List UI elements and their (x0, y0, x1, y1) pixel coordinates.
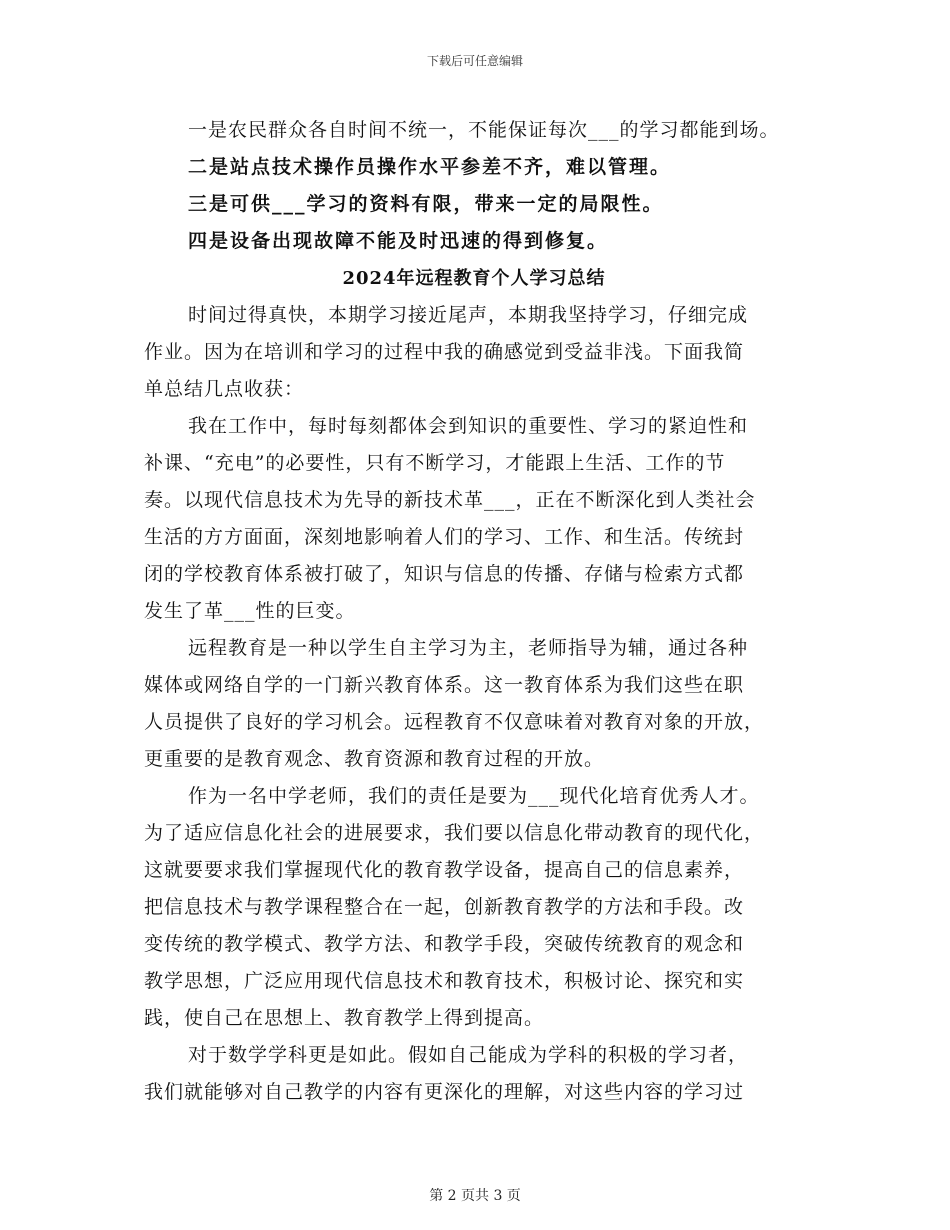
intro-line-1: 一是农民群众各自时间不统一，不能保证每次___的学习都能到场。 (188, 119, 780, 141)
paragraph-line: 对于数学学科更是如此。假如自己能成为学科的积极的学习者， (188, 1044, 749, 1066)
paragraph-line: 为了适应信息化社会的进展要求，我们要以信息化带动教育的现代化， (144, 822, 765, 844)
intro-line-2: 二是站点技术操作员操作水平参差不齐，难以管理。 (188, 156, 672, 178)
paragraph-line: 更重要的是教育观念、教育资源和教育过程的开放。 (144, 748, 605, 770)
paragraph-1 (144, 297, 804, 408)
paragraph-line: 把信息技术与教学课程整合在一起，创新教育教学的方法和手段。改 (144, 896, 745, 918)
paragraph-line: 单总结几点收获： (144, 378, 305, 400)
paragraph-line: 践，使自己在思想上、教育教学上得到提高。 (144, 1007, 545, 1029)
paragraph-line: 媒体或网络自学的一门新兴教育体系。这一教育体系为我们这些在职 (144, 674, 745, 696)
paragraph-line: 人员提供了良好的学习机会。远程教育不仅意味着对教育对象的开放， (144, 711, 765, 733)
section-title: 2024年远程教育个人学习总结 (342, 268, 606, 289)
intro-line-3: 三是可供___学习的资料有限，带来一定的局限性。 (188, 193, 664, 215)
paragraph-line: 这就要要求我们掌握现代化的教育教学设备，提高自己的信息素养， (144, 859, 745, 881)
paragraph-line: 作为一名中学老师，我们的责任是要为___现代化培育优秀人才。 (188, 785, 760, 807)
paragraph-line: 我在工作中，每时每刻都体会到知识的重要性、学习的紧迫性和 (188, 415, 749, 437)
paragraph-4 (144, 778, 804, 1037)
paragraph-line: 教学思想，广泛应用现代信息技术和教育技术，积极讨论、探究和实 (144, 970, 745, 992)
paragraph-2 (144, 408, 804, 630)
paragraph-line: 远程教育是一种以学生自主学习为主，老师指导为辅，通过各种 (188, 637, 749, 659)
paragraph-line: 生活的方方面面，深刻地影响着人们的学习、工作、和生活。传统封 (144, 526, 745, 548)
paragraph-line: 我们就能够对自己教学的内容有更深化的理解，对这些内容的学习过 (144, 1081, 745, 1103)
paragraph-line: 闭的学校教育体系被打破了，知识与信息的传播、存储与检索方式都 (144, 563, 745, 585)
paragraph-5 (144, 1037, 804, 1111)
paragraph-line: 奏。以现代信息技术为先导的新技术革___，正在不断深化到人类社会 (144, 489, 756, 511)
paragraph-line: 变传统的教学模式、教学方法、和教学手段，突破传统教育的观念和 (144, 933, 745, 955)
page-footer: 第 2 页共 3 页 (429, 1188, 521, 1204)
paragraph-3 (144, 630, 804, 778)
intro-line-4: 四是设备出现故障不能及时迅速的得到修复。 (188, 230, 609, 252)
paragraph-line: 发生了革___性的巨变。 (144, 600, 356, 622)
paragraph-line: 作业。因为在培训和学习的过程中我的确感觉到受益非浅。下面我简 (144, 341, 745, 363)
paragraph-line: 时间过得真快，本期学习接近尾声，本期我坚持学习，仔细完成 (188, 304, 749, 326)
page-header: 下载后可任意编辑 (426, 54, 523, 68)
paragraph-line: 补课、“充电”的必要性，只有不断学习，才能跟上生活、工作的节 (144, 452, 726, 474)
document-body (144, 112, 804, 1111)
